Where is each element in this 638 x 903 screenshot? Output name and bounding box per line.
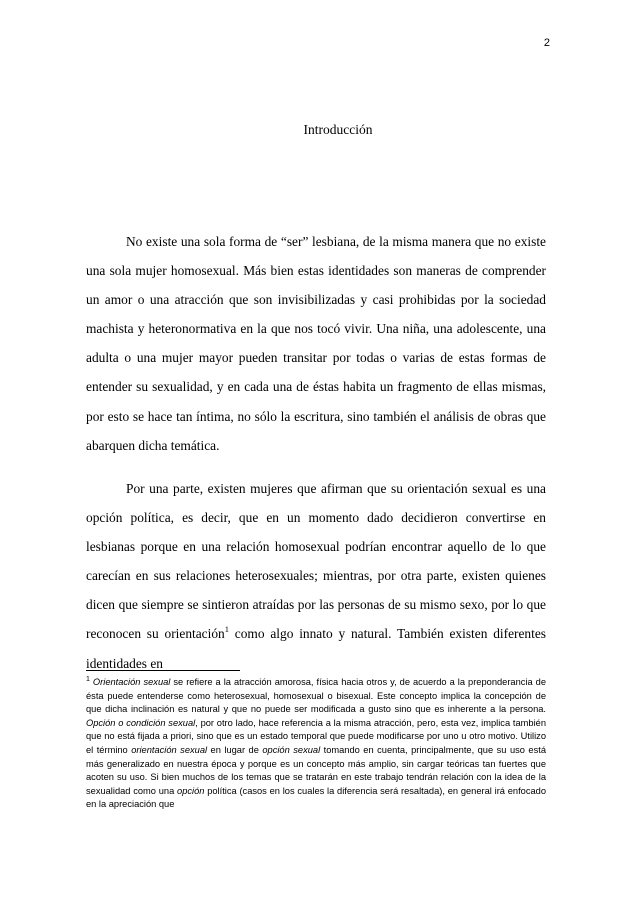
footnote-term-4: opción sexual bbox=[262, 744, 321, 755]
footnote-term-3: orientación sexual bbox=[131, 744, 208, 755]
footnote-term-2: Opción o condición sexual bbox=[86, 717, 196, 728]
paragraph-1 bbox=[86, 227, 546, 460]
paragraph-1-text: No existe una sola forma de “ser” lesbiana, de la misma manera que no existe una sola mujer homosexual. Más bien estas identidades son maneras de comprender un amor o una atracción que son invisibilizadas y casi prohibidas por la sociedad machista y heteronormativa en la que nos tocó vivir. Una niña, una adolescente, una adulta o una mujer mayor pueden transitar por todas o varias de estas formas de entender su sexualidad, y en cada una de éstas habita un fragmento de ellas mismas, por esto se hace tan íntima, no sólo la escritura, sino también el análisis de obras que abarquen dicha temática. bbox=[86, 234, 546, 453]
page-number: 2 bbox=[543, 37, 550, 49]
paragraph-2-text bbox=[86, 474, 546, 678]
footnote bbox=[86, 676, 546, 812]
section-title: Introducción bbox=[303, 122, 373, 137]
footnote-text-4: tomando en cuenta, principalmente, que su uso está más generalizado en nuestra época y porque es un concepto más amplio, sin cargar teóricas tan fuertes que acoten su uso. Si bien muchos de los temas que se tratarán en este trabajo tendrán relación con la idea de la sexualidad como una bbox=[86, 744, 546, 796]
paragraph-2 bbox=[86, 474, 546, 678]
footnote-term-1: Orientación sexual bbox=[92, 677, 171, 687]
footnote-text-2: , por otro lado, hace referencia a la misma atracción, pero, esta vez, implica también que no está fijada a priori, sino que es un estado temporal que puede modificarse por uno u otro motivo. Utilizo el término bbox=[86, 717, 546, 755]
footnote-text-1: se refiere a la atracción amorosa, física hacia otros y, de acuerdo a la preponderancia de ésta puede entenderse como heterosexual, homosexual o bisexual. Este concepto implica la concepción de que dicha inclinación es natural y que no puede ser modificada a gusto sino que es inherente a la persona. bbox=[86, 677, 547, 715]
footnote-text-3: en lugar de bbox=[207, 744, 263, 755]
paragraph-2-end: como algo innato y natural. También existen diferentes identidades en bbox=[86, 626, 546, 671]
footnote-marker: 1 bbox=[86, 676, 90, 683]
footnote-separator bbox=[86, 670, 240, 671]
footnote-reference[interactable]: 1 bbox=[224, 624, 229, 635]
paragraph-2-start: Por una parte, existen mujeres que afirman que su orientación sexual es una opción política, es decir, que en un momento dado decidieron convertirse en lesbianas porque en una relación homosexual podrían encontrar aquello de lo que carecían en sus relaciones heterosexuales; mientras, por otra parte, existen quienes dicen que siempre se sintieron atraídas por las personas de su mismo sexo, por lo que reconocen su orientación bbox=[86, 481, 546, 642]
footnote-text-5: política (casos en los cuales la diferencia será resaltada), en general irá enfocado en la apreciación que bbox=[86, 785, 546, 810]
footnote-term-5: opción bbox=[177, 785, 205, 796]
